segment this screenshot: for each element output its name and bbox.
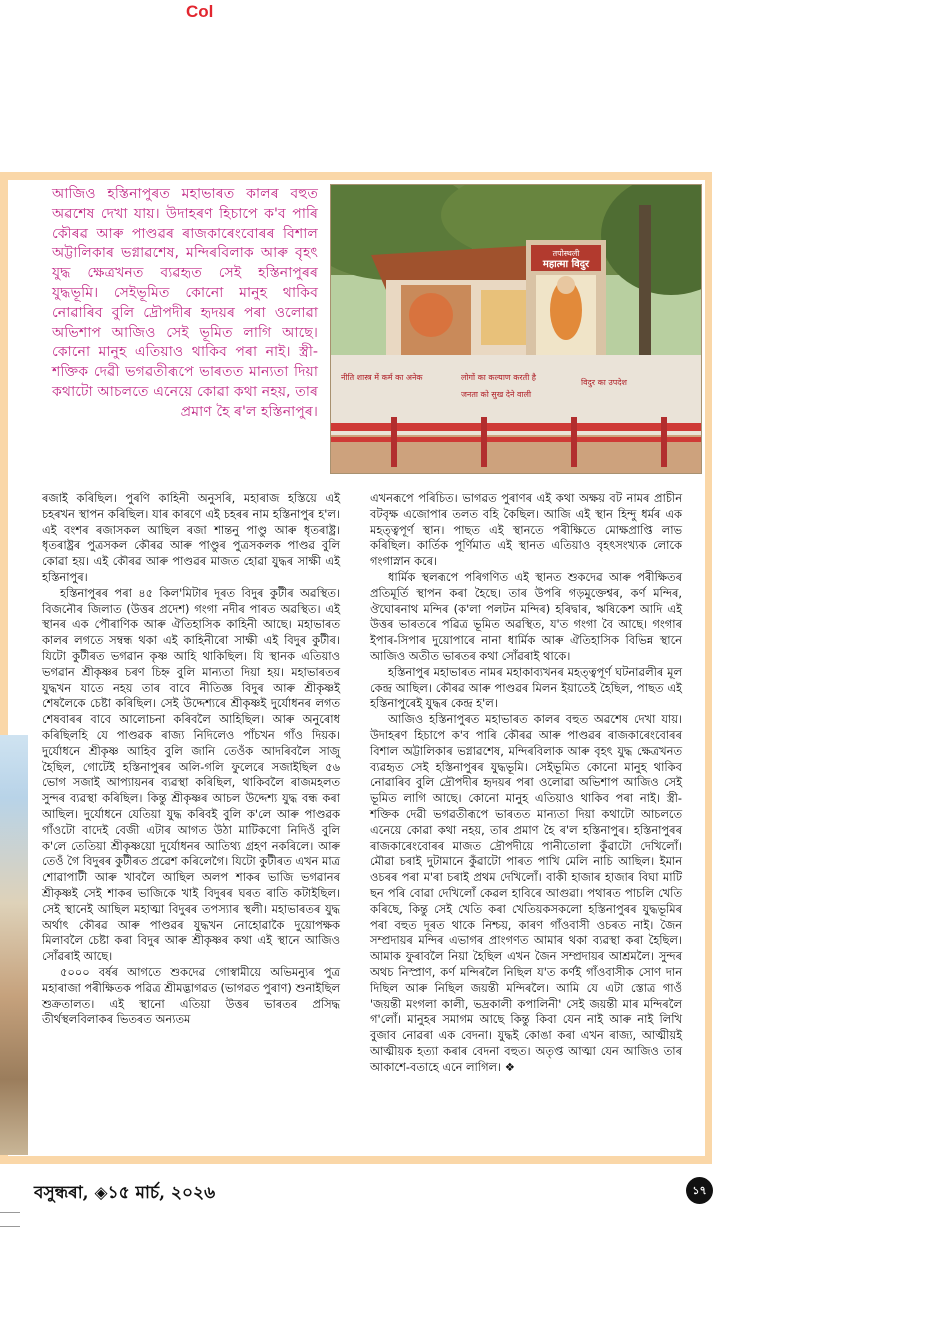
sign-title: महात्मा विदुर bbox=[542, 259, 590, 270]
divider bbox=[0, 1212, 20, 1213]
col1-paragraph-2: হস্তিনাপুৰৰ পৰা ৪৫ কিল'মিটাৰ দূৰত বিদুৰ কুটীৰ অৱস্থিত। বিজনৌৰ জিলাত (উত্তৰ প্ৰদেশ) গংগা নদীৰ পাৰত অৱস্থিত। এই স্থানৰ এক পৌৰাণিক আৰু ঐতিহাসিক কাহিনী আছে। মহাভাৰত কালৰ লগতে সম্বন্ধ থকা এই কাহিনীৰো সাক্ষী এই বিদুৰ কুটীৰ। যিটো কুটীৰত ভগৱান কৃষ্ণ আহি থাকিছিল। যি স্থানক এতিয়াও ভগৱান শ্ৰীকৃষ্ণৰ চৰণ চিহ্ন বুলি মান্যতা দিয়া হয়। মহাভাৰতৰ যুদ্ধখন যাতে নহয় তাৰ বাবে নীতিজ্ঞ বিদুৰ আৰু শ্ৰীকৃষ্ণই শেষলৈকে চেষ্টা কৰিছিল। সেই উদ্দেশ্যৰে শ্ৰীকৃষ্ণই দুৰ্যোধনৰ লগত শেষবাৰৰ বাবে আলোচনা কৰিবলৈ আহিছিল। আৰু অনুৰোধ কৰিছিলহি যে পাণ্ডৱক ৰাজ্য নিদিলেও পাঁচখন গাঁও দিয়ক। দুৰ্যোধনে শ্ৰীকৃষ্ণ আহিব বুলি জানি তেওঁক আদৰিবলৈ সাজু হৈছিল, গোটেই হস্তিনাপুৰৰ অলি-গলি ফুলেৰে সজাইছিল ৫৬ ভোগ সজাই আপ্যায়নৰ ব্যৱস্থা কৰিছিল, থাকিবলৈ ৰাজমহলত সুন্দৰ ব্যৱস্থা কৰিছিল। কিন্তু শ্ৰীকৃষ্ণৰ আচল উদ্দেশ্য যুদ্ধ বন্ধ কৰা আছিল। দুৰ্যোধনে যেতিয়া যুদ্ধ কৰিবই বুলি ক'লে আৰু পাণ্ডৱক গাঁওটো বাদেই বেজী এটাৰ আগত উঠা মাটিকণো নিদিওঁ বুলি ক'লে তেতিয়া শ্ৰীকৃষ্ণয়ো দুৰ্যোধনৰ আতিথ্য গ্ৰহণ নকৰিলে। আৰু তেওঁ গৈ বিদুৰৰ কুটীৰত প্ৰৱেশ কৰিলেগৈ। যিটো কুটীৰত এখন মাত্ৰ শোৱাপাটী আৰু খাবলৈ আছিল অলপ শাকৰ ভাজি ভগৱানৰ শ্ৰীকৃষ্ণই সেই শাকৰ ভাজিকে খাই বিদুৰৰ ঘৰত ৰাতি কটাইছিল। সেই স্থানেই আছিল মহাত্মা বিদুৰৰ তপস্যাৰ স্থলী। মহাভাৰতৰ যুদ্ধ অৰ্থাৎ কৌৰৱ আৰু পাণ্ডৱৰ যুদ্ধখন নোহোৱাকৈ দুয়োপক্ষক মিলাবলৈ চেষ্টা কৰা বিদুৰ আৰু শ্ৰীকৃষ্ণৰ কথা এই স্থানে আজিও সোঁৱৰাই আছে। bbox=[42, 585, 340, 964]
col1-paragraph-1: ৰজাই কৰিছিল। পুৰণি কাহিনী অনুসৰি, মহাৰাজ হস্তিয়ে এই চহৰখন স্থাপন কৰিছিল। যাৰ কাৰণে এই চহৰৰ নাম হস্তিনাপুৰ হ'ল। এই বংশৰ ৰজাসকল আছিল ৰজা শান্তনু পাণ্ডু আৰু ধৃতৰাষ্ট্ৰ। ধৃতৰাষ্ট্ৰৰ পুত্ৰসকল কৌৰৱ আৰু পাণ্ডুৰ পুত্ৰসকলক পাণ্ডৱ বুলি কোৱা হয়। এই কৌৰৱ আৰু পাণ্ডৱৰ মাজত হোৱা যুদ্ধৰ সাক্ষী এই হস্তিনাপুৰ। bbox=[42, 491, 340, 584]
col2-paragraph-2: ধাৰ্মিক স্থলৰূপে পৰিগণিত এই স্থানত শুকদেৱ আৰু পৰীক্ষিতৰ প্ৰতিমূৰ্তি স্থাপন কৰা হৈছে। তাৰ উপৰি গড়মুক্তেশ্বৰ, কৰ্ণ মন্দিৰ, ঔঘোৰনাথ মন্দিৰ (ক'লা পলটন মন্দিৰ) হৰিদ্বাৰ, ঋষিকেশ আদি এই উত্তৰ ভাৰতৰে পৱিত্ৰ ভূমিত অৱস্থিত, য'ত গংগা বৈ আছে। গংগাৰ ইপাৰ-সিপাৰ দুয়োপাৰে নানা ধাৰ্মিক আৰু ঐতিহাসিক বিভিন্ন স্থানে আজিও অতীত ভাৰতৰ কথা সোঁৱৰাই থাকে। bbox=[370, 569, 682, 663]
pull-quote: আজিও হস্তিনাপুৰত মহাভাৰত কালৰ বহুত অৱশেষ দেখা যায়। উদাহৰণ হিচাপে ক'ব পাৰি কৌৰৱ আৰু পাণ্ডৱৰ ৰাজকাৰেংবোৰৰ বিশাল অট্টালিকাৰ ভগ্নাৱশেষ, মন্দিৰবিলাক আৰু বৃহৎ যুদ্ধ ক্ষেত্ৰখনত ব্যৱহৃত সেই হস্তিনাপুৰৰ যুদ্ধভূমি। সেইভূমিত কোনো মানুহ থাকিব নোৱাৰিব বুলি দ্ৰৌপদীৰ হৃদয়ৰ পৰা ওলোৱা অভিশাপ আজিও সেই ভূমিত লাগি আছে। কোনো মানুহ এতিয়াও থাকিব পৰা নাই। স্ত্ৰী-শক্তিক দেৱী ভগৱতীৰূপে ভাৰতত মান্যতা দিয়া কথাটো আচলতে এনেয়ে কোৱা কথা নহয়, তাৰ প্ৰমাণ হৈ ৰ'ল হস্তিনাপুৰ। bbox=[52, 186, 318, 420]
edge-photo-strip bbox=[0, 735, 28, 1155]
magazine-name-date: বসুন্ধৰা, ◈১৫ মাৰ্চ, ২০২৬ bbox=[34, 1183, 216, 1203]
wall-text-1: नीति शास्त्र में कर्म का अनेक bbox=[341, 373, 423, 382]
page-number: ১৭ bbox=[686, 1177, 713, 1204]
col2-paragraph-4: আজিও হস্তিনাপুৰত মহাভাৰত কালৰ বহুত অৱশেষ দেখা যায়। উদাহৰণ হিচাপে ক'ব পাৰি কৌৰৱ আৰু পাণ্ডৱৰ ৰাজকাৰেংবোৰৰ বিশাল অট্টালিকাৰ ভগ্নাৱশেষ, মন্দিৰবিলাক আৰু বৃহৎ যুদ্ধ ক্ষেত্ৰখনত ব্যৱহৃত সেই হস্তিনাপুৰৰ যুদ্ধভূমি। সেইভূমিত কোনো মানুহ থাকিব নোৱাৰিব বুলি দ্ৰৌপদীৰ হৃদয়ৰ পৰা ওলোৱা অভিশাপ আজিও সেই ভূমিত লাগি আছে। কোনো মানুহ এতিয়াও থাকিব পৰা নাই। স্ত্ৰী-শক্তিক দেৱী ভগৱতীৰূপে ভাৰতত মান্যতা দিয়া কথাটো আচলতে এনেয়ে কোৱা কথা নহয়, তাৰ প্ৰমাণ হৈ ৰ'ল হস্তিনাপুৰ। হস্তিনাপুৰৰ ৰাজকাৰেংবোৰৰ মাজত দ্ৰৌপদীয়ে পানীতোলা কুঁৱাটো দেখিলোঁ। মৌৱা চৰাই দুটামানে কুঁৱাটো পাৰত পাখি মেলি নাচি আছিল। ইমান ওচৰৰ পৰা ম'ৰা চৰাই প্ৰথম দেখিলোঁ। বাকী হাজাৰ হাজাৰ বিঘা মাটি ছন পৰি বোৱা দেখিলোঁ কেৱল হাবিৰে আগুৱা। পথাৰত পাচলি খেতি কৰিছে, কিন্তু সেই খেতি কৰা খেতিয়কসকলো হস্তিনাপুৰৰ যুদ্ধভূমিৰ পৰা বহুত দূৰত থাকে নিশ্চয়, কাৰণ গাঁওবাসী ওচৰত নাই। জৈন সম্প্ৰদায়ৰ মন্দিৰ এভাগৰ প্ৰাংগণত আমাৰ থকা ব্যৱস্থা কৰা হৈছিল। আমাক ফুৰাবলৈ নিয়া হৈছিল এখন জৈন সম্প্ৰদায়ৰ আশ্ৰমলৈ। সুন্দৰ অথচ নিস্প্ৰাণ, কৰ্ণ মন্দিৰলৈ নিছিল য'ত কৰ্ণই গাঁওবাসীক সোণ দান দিছিল আৰু নিছিল জয়ন্তী মন্দিৰলৈ। আমি যে এটা স্তোত্ৰ গাওঁ 'জয়ন্তী মংগলা কালী, ভদ্ৰকালী কপালিনী' সেই জয়ন্তী মাৰ মন্দিৰলৈ গ'লোঁ। মানুহৰ সমাগম আছে কিন্তু কিবা যেন নাই আৰু নাই লিখি বুজাব নোৱৰা এক বেদনা। যুদ্ধই কোঙা কৰা এখন ৰাজ্য, আত্মীয়ই আত্মীয়ক হত্যা কৰাৰ বেদনা বহুত। অতৃপ্ত আত্মা যেন আজিও তাৰ আকাশে-বতাহে এনে লাগিল। ❖ bbox=[370, 712, 682, 1074]
vidur-kutir-photo bbox=[330, 184, 702, 474]
article-column-1 bbox=[42, 491, 340, 1028]
col2-paragraph-3: হস্তিনাপুৰ মহাভাৰত নামৰ মহাকাব্যখনৰ মহত্ত্বপূৰ্ণ ঘটনাৱলীৰ মূল কেন্দ্ৰ আছিল। কৌৰৱ আৰু পাণ্ডৱৰ মিলন ইয়াতেই হৈছিল, পাছত এই হস্তিনাপুৰেই যুদ্ধৰ কেন্দ্ৰ হ'ল। bbox=[370, 664, 682, 711]
wall-text-4: विदुर का उपदेश bbox=[581, 378, 627, 387]
column-label: Col bbox=[186, 2, 214, 21]
wall-text-3: जनता को सुख देने वाली bbox=[461, 390, 532, 399]
wall-text-2: लोगों का कल्याण करती है bbox=[461, 373, 537, 382]
article-column-2 bbox=[370, 491, 682, 1075]
col2-paragraph-1: এখনৰূপে পৰিচিত। ভাগৱত পুৰাণৰ এই কথা অক্ষয় বট নামৰ প্ৰাচীন বটবৃক্ষ এজোপাৰ তলত বহি কৈছিল। আজি এই স্থান হিন্দু ধৰ্মৰ এক মহত্ত্বপূৰ্ণ স্থান। পাছত এই স্থানতে পৰীক্ষিতে মোক্ষপ্ৰাপ্তি লাভ কৰিছিল। কাৰ্তিক পূৰ্ণিমাত এই স্থানত এতিয়াও বৃহৎসংখ্যক লোকে গংগাস্নান কৰে। bbox=[370, 491, 682, 569]
sign-title-small: तपोस्थली bbox=[552, 249, 580, 258]
divider bbox=[0, 1226, 20, 1227]
col1-paragraph-3: ৫০০০ বৰ্ষৰ আগতে শুকদেৱ গোস্বামীয়ে অভিমন্যুৰ পুত্ৰ মহাৰাজা পৰীক্ষিতক পৱিত্ৰ শ্ৰীমদ্ভাগৱত (ভাগৱত পুৰাণ) শুনাইছিল শুক্ৰতালত। এই স্থানো এতিয়া উত্তৰ ভাৰতৰ প্ৰসিদ্ধ তীৰ্থস্থলবিলাকৰ ভিতৰত অন্যতম bbox=[42, 964, 340, 1027]
